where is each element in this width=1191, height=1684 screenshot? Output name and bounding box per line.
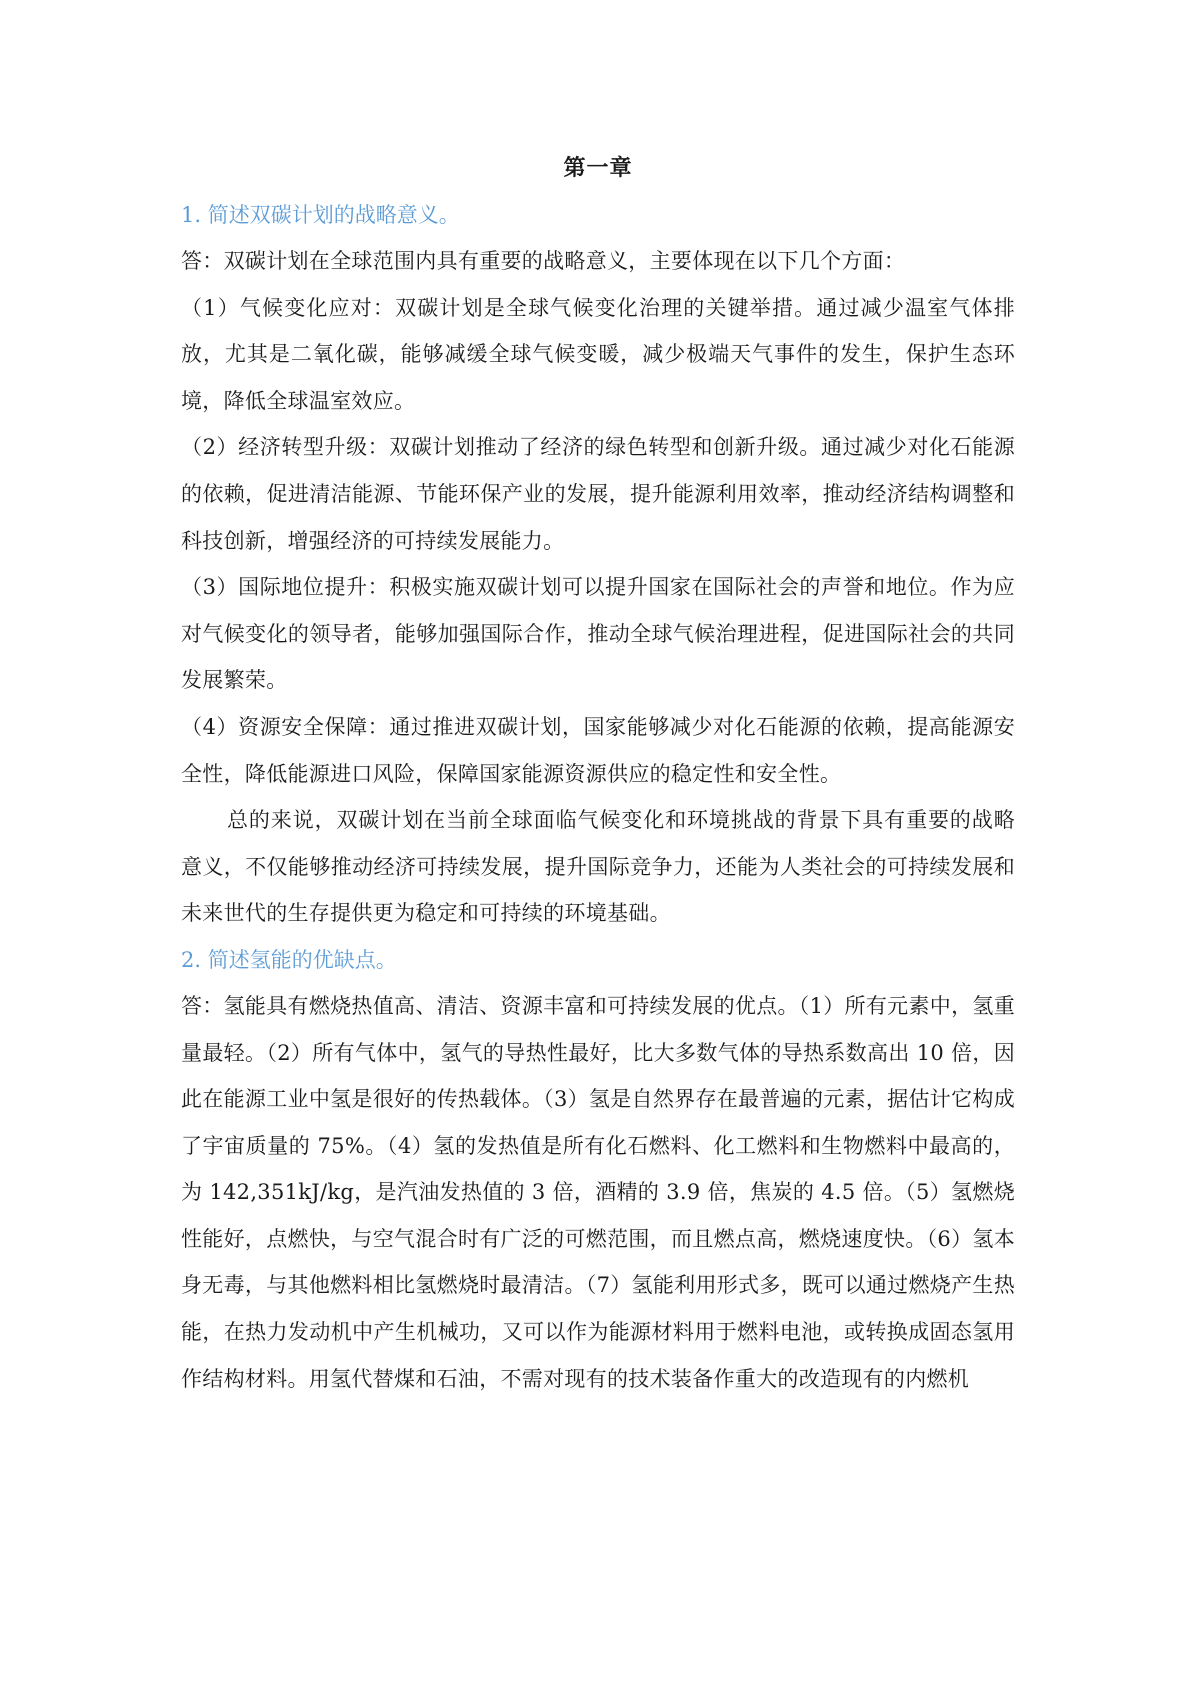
chapter-title: 第一章 — [563, 155, 633, 181]
answer-body: 答：氢能具有燃烧热值高、清洁、资源丰富和可持续发展的优点。（1）所有元素中，氢重量最轻。（2）所有气体中，氢气的导热性最好，比大多数气体的导热系数高出 10 倍，因此在能源工业中氢是很好的传热载体。（3）氢是自然界存在最普遍的元素，据估计它构成了宇宙质量的 75%。（4）氢的发热值是所有化石燃料、化工燃料和生物燃料中最高的，为 142,351kJ/kg，是汽油发热值的 3 倍，酒精的 3.9 倍，焦炭的 4.5 倍。（5）氢燃烧性能好，点燃快，与空气混合时有广泛的可燃范围，而且燃点高，燃烧速度快。（6）氢本身无毒，与其他燃料相比氢燃烧时最清洁。（7）氢能利用形式多，既可以通过燃烧产生热能，在热力发动机中产生机械功，又可以作为能源材料用于燃料电池，或转换成固态氢用作结构材料。用氢代替煤和石油，不需对现有的技术装备作重大的改造现有的内燃机 — [181, 993, 1015, 1391]
answer-summary: 总的来说，双碳计划在当前全球面临气候变化和环境挑战的背景下具有重要的战略意义，不仅能够推动经济可持续发展，提升国际竞争力，还能为人类社会的可持续发展和未来世代的生存提供更为稳定和可持续的环境基础。 — [181, 808, 1015, 926]
answer-intro: 答：双碳计划在全球范围内具有重要的战略意义，主要体现在以下几个方面： — [181, 249, 906, 273]
section-1 — [181, 192, 1015, 937]
answer-point-3: （3）国际地位提升：积极实施双碳计划可以提升国家在国际社会的声誉和地位。作为应对气候变化的领导者，能够加强国际合作，推动全球气候治理进程，促进国际社会的共同发展繁荣。 — [181, 575, 1015, 693]
answer-point-4: （4）资源安全保障：通过推进双碳计划，国家能够减少对化石能源的依赖，提高能源安全性，降低能源进口风险，保障国家能源资源供应的稳定性和安全性。 — [181, 714, 1015, 786]
question-heading: 1. 简述双碳计划的战略意义。 — [181, 203, 460, 227]
answer-point-1: （1）气候变化应对：双碳计划是全球气候变化治理的关键举措。通过减少温室气体排放，尤其是二氧化碳，能够减缓全球气候变暖，减少极端天气事件的发生，保护生态环境，降低全球温室效应。 — [181, 295, 1015, 413]
section-2 — [181, 937, 1015, 1402]
question-heading: 2. 简述氢能的优缺点。 — [181, 947, 397, 972]
document-page — [181, 148, 1015, 1402]
answer-point-2: （2）经济转型升级：双碳计划推动了经济的绿色转型和创新升级。通过减少对化石能源的依赖，促进清洁能源、节能环保产业的发展，提升能源利用效率，推动经济结构调整和科技创新，增强经济的可持续发展能力。 — [181, 435, 1015, 553]
